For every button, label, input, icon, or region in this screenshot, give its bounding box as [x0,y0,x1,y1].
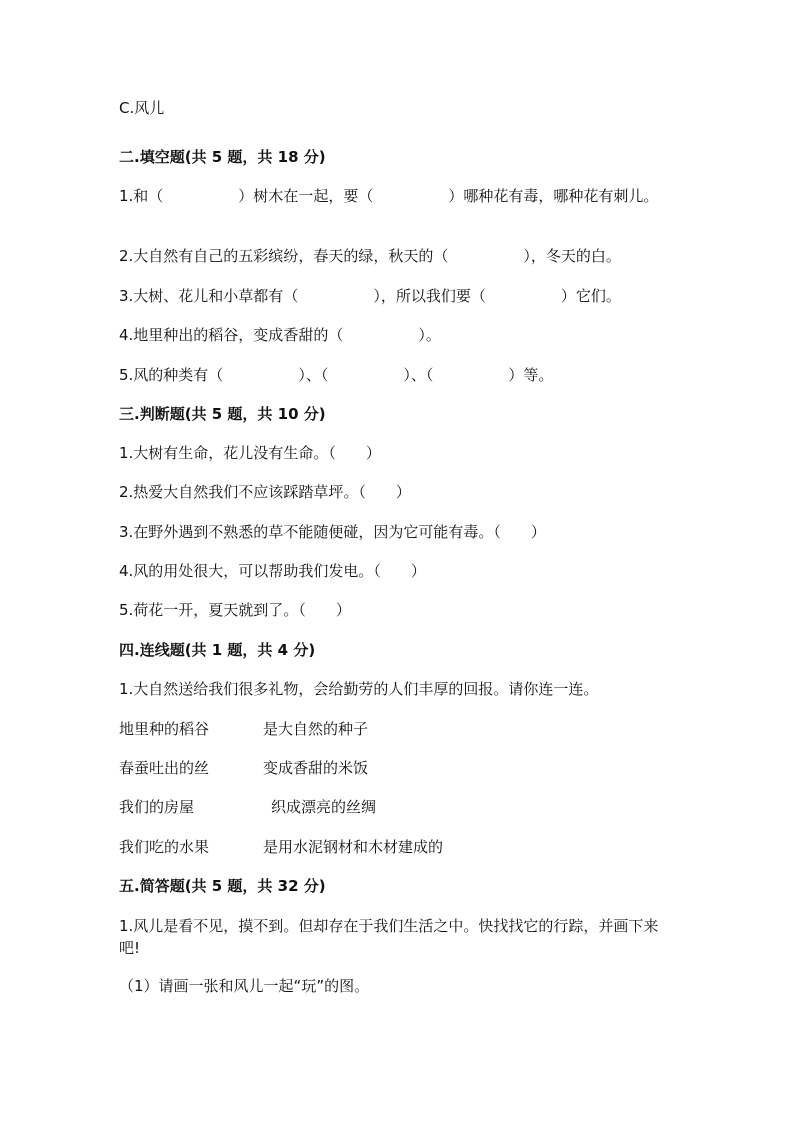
true-false-question-4: 4.风的用处很大，可以帮助我们发电。（ ） [119,562,426,580]
true-false-question-5: 5.荷花一开，夏天就到了。（ ） [119,601,351,619]
matching-right-item-3: 织成漂亮的丝绸 [271,798,377,816]
matching-left-item-1: 地里种的稻谷 [119,720,210,738]
fill-blank-question-3: 3.大树、花儿和小草都有（ ），所以我们要（ ）它们。 [119,287,621,305]
true-false-question-1: 1.大树有生命，花儿没有生命。（ ） [119,444,381,462]
section-heading-true-false: 三.判断题(共 5 题，共 10 分) [119,405,326,423]
fill-blank-question-1: 1.和（ ）树木在一起，要（ ）哪种花有毒，哪种花有刺儿。 [119,187,659,205]
true-false-question-2: 2.热爱大自然我们不应该踩踏草坪。（ ） [119,483,411,501]
answer-option-c: C.风儿 [119,99,165,117]
matching-left-item-4: 我们吃的水果 [119,838,210,856]
matching-right-item-1: 是大自然的种子 [263,720,369,738]
true-false-question-3: 3.在野外遇到不熟悉的草不能随便碰，因为它可能有毒。（ ） [119,523,546,541]
section-heading-fill-blank: 二.填空题(共 5 题，共 18 分) [119,148,326,166]
short-answer-question-1-sub-1: （1）请画一张和风儿一起“玩”的图。 [119,977,370,995]
matching-right-item-2: 变成香甜的米饭 [263,759,369,777]
matching-left-item-3: 我们的房屋 [119,798,195,816]
section-heading-matching: 四.连线题(共 1 题，共 4 分) [119,641,316,659]
matching-left-item-2: 春蚕吐出的丝 [119,759,210,777]
fill-blank-question-4: 4.地里种出的稻谷，变成香甜的（ ）。 [119,326,441,344]
fill-blank-question-2: 2.大自然有自己的五彩缤纷，春天的绿，秋天的（ ），冬天的白。 [119,247,621,265]
section-heading-short-answer: 五.简答题(共 5 题，共 32 分) [119,877,326,895]
short-answer-question-1: 1.风儿是看不见，摸不到。但却存在于我们生活之中。快找找它的行踪，并画下来吧! [119,917,659,957]
fill-blank-question-5: 5.风的种类有（ ）、（ ）、（ ）等。 [119,366,554,384]
matching-right-item-4: 是用水泥钢材和木材建成的 [263,838,444,856]
matching-question-1: 1.大自然送给我们很多礼物，会给勤劳的人们丰厚的回报。请你连一连。 [119,680,599,698]
